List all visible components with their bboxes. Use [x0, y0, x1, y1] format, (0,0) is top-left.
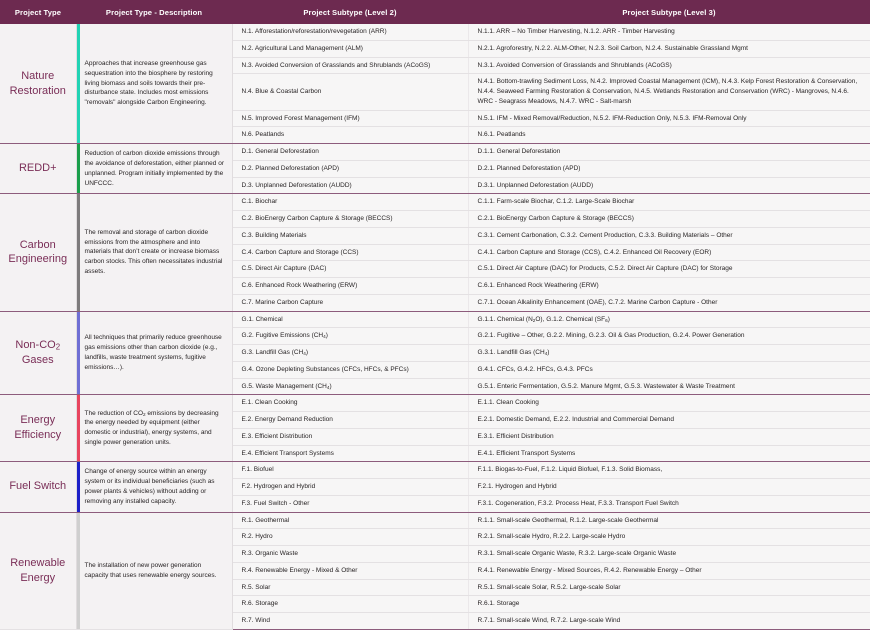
- table-row: [0, 395, 870, 412]
- table-row: [0, 194, 870, 211]
- subtype-level2-cell: R.7. Wind: [232, 613, 468, 630]
- description-text: All techniques that primarily reduce greenhouse gas emissions other than carbon dioxide (e.g., landfills, waste treatment systems, fugitive emissions…).: [84, 334, 222, 371]
- subtype-level2-cell: G.2. Fugitive Emissions $(CH_4)$: [232, 328, 468, 345]
- project-type-description: [76, 194, 232, 311]
- project-type-label: Carbon Engineering: [0, 194, 76, 311]
- description-text: The reduction of $CO_2$ emissions by decreasing the energy needed by equipment (either domestic or industrial), energy systems, and single power generation units.: [84, 409, 219, 447]
- header-row: [0, 0, 870, 24]
- subtype-level3-cell: E.1.1. Clean Cooking: [468, 395, 870, 412]
- subtype-level2-cell: R.5. Solar: [232, 579, 468, 596]
- subtype-level3-cell: R.1.1. Small-scale Geothermal, R.1.2. Large-scale Geothermal: [468, 512, 870, 529]
- table-row: [0, 462, 870, 479]
- subtype-level2-cell: G.1. Chemical: [232, 311, 468, 328]
- subtype-level2-cell: R.6. Storage: [232, 596, 468, 613]
- subtype-level2-cell: N.6. Peatlands: [232, 127, 468, 144]
- table-row: [0, 144, 870, 161]
- subtype-level3-cell: F.2.1. Hydrogen and Hybrid: [468, 479, 870, 496]
- subtype-level2-cell: F.1. Biofuel: [232, 462, 468, 479]
- subtype-level2-cell: N.1. Afforestation/reforestation/revegetation (ARR): [232, 24, 468, 40]
- subtype-level3-cell: C.1.1. Farm-scale Biochar, C.1.2. Large-Scale Biochar: [468, 194, 870, 211]
- subtype-level3-cell: F.3.1. Cogeneration, F.3.2. Process Heat, F.3.3. Transport Fuel Switch: [468, 495, 870, 512]
- table-row: [0, 24, 870, 40]
- subtype-level2-cell: C.3. Building Materials: [232, 227, 468, 244]
- subtype-level2-cell: C.4. Carbon Capture and Storage (CCS): [232, 244, 468, 261]
- subtype-level3-cell: R.5.1. Small-scale Solar, R.5.2. Large-scale Solar: [468, 579, 870, 596]
- subtype-level3-cell: E.3.1. Efficient Distribution: [468, 428, 870, 445]
- subtype-level3-cell: E.4.1. Efficient Transport Systems: [468, 445, 870, 462]
- table-header: [0, 0, 870, 24]
- subtype-level2-cell: E.2. Energy Demand Reduction: [232, 412, 468, 429]
- subtype-level3-cell: G.1.1. Chemical $(N_2O)$, G.1.2. Chemical $(SF_6)$: [468, 311, 870, 328]
- project-type-label: Renewable Energy: [0, 512, 76, 629]
- group-accent-bar: [77, 395, 80, 461]
- subtype-level3-cell: C.6.1. Enhanced Rock Weathering (ERW): [468, 278, 870, 295]
- subtype-level3-cell: R.6.1. Storage: [468, 596, 870, 613]
- description-text: The removal and storage of carbon dioxide emissions from the atmosphere and into materials that don’t create or increase biomass carbon stocks. This often necessitates industrial assets.: [84, 228, 223, 276]
- subtype-level2-cell: C.5. Direct Air Capture (DAC): [232, 261, 468, 278]
- subtype-level2-cell: E.3. Efficient Distribution: [232, 428, 468, 445]
- subtype-level3-cell: F.1.1. Biogas-to-Fuel, F.1.2. Liquid Biofuel, F.1.3. Solid Biomass,: [468, 462, 870, 479]
- description-text: Reduction of carbon dioxide emissions through the avoidance of deforestation, either planned or unplanned. Program initially implemented by the UNFCCC.: [84, 149, 224, 187]
- project-type-description: [76, 24, 232, 144]
- subtype-level2-cell: G.5. Waste Management $(CH_4)$: [232, 378, 468, 395]
- subtype-level3-cell: N.4.1. Bottom-trawling Sediment Loss, N.4.2. Improved Coastal Management (ICM), N.4.3. Kelp Forest Restoration & Conservation, N.4.4. Seaweed Farming Restoration & Conservation, N.4.5. Wetlands Restoration and Conservation (WRC) - Mangroves, N.4.6. WRC - Seagrass Meadows, N.4.7. WRC - Salt-marsh: [468, 74, 870, 110]
- subtype-level3-cell: G.3.1. Landfill Gas $(CH_4)$: [468, 345, 870, 362]
- table-body: [0, 24, 870, 629]
- subtype-level3-cell: R.7.1. Small-scale Wind, R.7.2. Large-scale Wind: [468, 613, 870, 630]
- subtype-level2-cell: N.5. Improved Forest Management (IFM): [232, 110, 468, 127]
- project-type-description: [76, 462, 232, 512]
- description-text: Approaches that increase greenhouse gas sequestration into the biosphere by restoring living biomass and soils towards their pre-disturbance state. Includes most emissions "removals" alongside Carbon Engineering.: [84, 59, 213, 107]
- table-row: [0, 311, 870, 328]
- group-accent-bar: [77, 24, 80, 143]
- subtype-level2-cell: C.7. Marine Carbon Capture: [232, 294, 468, 311]
- subtype-level2-cell: D.2. Planned Deforestation (APD): [232, 160, 468, 177]
- subtype-level3-cell: N.2.1. Agroforestry, N.2.2. ALM-Other, N.2.3. Soil Carbon, N.2.4. Sustainable Grassland Mgmt: [468, 40, 870, 57]
- subtype-level2-cell: R.1. Geothermal: [232, 512, 468, 529]
- subtype-level3-cell: R.2.1. Small-scale Hydro, R.2.2. Large-scale Hydro: [468, 529, 870, 546]
- project-type-label: Fuel Switch: [0, 462, 76, 512]
- subtype-level2-cell: D.3. Unplanned Deforestation (AUDD): [232, 177, 468, 194]
- subtype-level2-cell: F.3. Fuel Switch - Other: [232, 495, 468, 512]
- subtype-level2-cell: C.6. Enhanced Rock Weathering (ERW): [232, 278, 468, 295]
- subtype-level3-cell: E.2.1. Domestic Demand, E.2.2. Industrial and Commercial Demand: [468, 412, 870, 429]
- group-accent-bar: [77, 194, 80, 310]
- subtype-level2-cell: C.2. BioEnergy Carbon Capture & Storage (BECCS): [232, 211, 468, 228]
- description-text: Change of energy source within an energy system or its individual beneficiaries (such as power plants & vehicles) without adding or removing any installed capacity.: [84, 468, 215, 505]
- subtype-level2-cell: R.3. Organic Waste: [232, 546, 468, 563]
- subtype-level3-cell: C.4.1. Carbon Capture and Storage (CCS), C.4.2. Enhanced Oil Recovery (EOR): [468, 244, 870, 261]
- subtype-level3-cell: D.2.1. Planned Deforestation (APD): [468, 160, 870, 177]
- column-header-level3: Project Subtype (Level 3): [468, 0, 870, 24]
- description-text: The installation of new power generation capacity that uses renewable energy sources.: [84, 561, 217, 579]
- group-accent-bar: [77, 312, 80, 395]
- column-header-level2: Project Subtype (Level 2): [232, 0, 468, 24]
- subtype-level2-cell: D.1. General Deforestation: [232, 144, 468, 161]
- subtype-level3-cell: C.3.1. Cement Carbonation, C.3.2. Cement Production, C.3.3. Building Materials – Other: [468, 227, 870, 244]
- subtype-level3-cell: N.5.1. IFM - Mixed Removal/Reduction, N.5.2. IFM-Reduction Only, N.5.3. IFM-Removal Only: [468, 110, 870, 127]
- project-type-label: REDD+: [0, 144, 76, 194]
- subtype-level2-cell: E.1. Clean Cooking: [232, 395, 468, 412]
- subtype-level3-cell: C.7.1. Ocean Alkalinity Enhancement (OAE), C.7.2. Marine Carbon Capture - Other: [468, 294, 870, 311]
- project-type-description: [76, 144, 232, 194]
- subtype-level3-cell: R.3.1. Small-scale Organic Waste, R.3.2. Large-scale Organic Waste: [468, 546, 870, 563]
- subtype-level2-cell: G.4. Ozone Depleting Substances (CFCs, HFCs, & PFCs): [232, 361, 468, 378]
- project-type-description: [76, 395, 232, 462]
- subtype-level3-cell: D.3.1. Unplanned Deforestation (AUDD): [468, 177, 870, 194]
- subtype-level2-cell: C.1. Biochar: [232, 194, 468, 211]
- subtype-level3-cell: G.5.1. Enteric Fermentation, G.5.2. Manure Mgmt, G.5.3. Wastewater & Waste Treatment: [468, 378, 870, 395]
- subtype-level2-cell: N.3. Avoided Conversion of Grasslands and Shrublands (ACoGS): [232, 57, 468, 74]
- subtype-level3-cell: D.1.1. General Deforestation: [468, 144, 870, 161]
- column-header-project-type: Project Type: [0, 0, 76, 24]
- subtype-level3-cell: C.2.1. BioEnergy Carbon Capture & Storage (BECCS): [468, 211, 870, 228]
- subtype-level3-cell: N.1.1. ARR – No Timber Harvesting, N.1.2. ARR - Timber Harvesting: [468, 24, 870, 40]
- subtype-level2-cell: N.4. Blue & Coastal Carbon: [232, 74, 468, 110]
- subtype-level3-cell: N.6.1. Peatlands: [468, 127, 870, 144]
- subtype-level3-cell: C.5.1. Direct Air Capture (DAC) for Products, C.5.2. Direct Air Capture (DAC) for Storage: [468, 261, 870, 278]
- subtype-level2-cell: R.4. Renewable Energy - Mixed & Other: [232, 562, 468, 579]
- group-accent-bar: [77, 462, 80, 511]
- subtype-level3-cell: N.3.1. Avoided Conversion of Grasslands and Shrublands (ACoGS): [468, 57, 870, 74]
- subtype-level2-cell: R.2. Hydro: [232, 529, 468, 546]
- subtype-level2-cell: F.2. Hydrogen and Hybrid: [232, 479, 468, 496]
- subtype-level3-cell: R.4.1. Renewable Energy - Mixed Sources, R.4.2. Renewable Energy – Other: [468, 562, 870, 579]
- project-type-description: [76, 311, 232, 395]
- column-header-description: Project Type - Description: [76, 0, 232, 24]
- subtype-level2-cell: N.2. Agricultural Land Management (ALM): [232, 40, 468, 57]
- subtype-level2-cell: G.3. Landfill Gas $(CH_4)$: [232, 345, 468, 362]
- table-row: [0, 512, 870, 529]
- project-type-label: Non-$CO_2$ Gases: [0, 311, 76, 395]
- project-type-label: Energy Efficiency: [0, 395, 76, 462]
- subtype-level3-cell: G.4.1. CFCs, G.4.2. HFCs, G.4.3. PFCs: [468, 361, 870, 378]
- project-type-label: Nature Restoration: [0, 24, 76, 144]
- group-accent-bar: [77, 144, 80, 193]
- subtype-level3-cell: G.2.1. Fugitive – Other, G.2.2. Mining, G.2.3. Oil & Gas Production, G.2.4. Power Generation: [468, 328, 870, 345]
- subtype-level2-cell: E.4. Efficient Transport Systems: [232, 445, 468, 462]
